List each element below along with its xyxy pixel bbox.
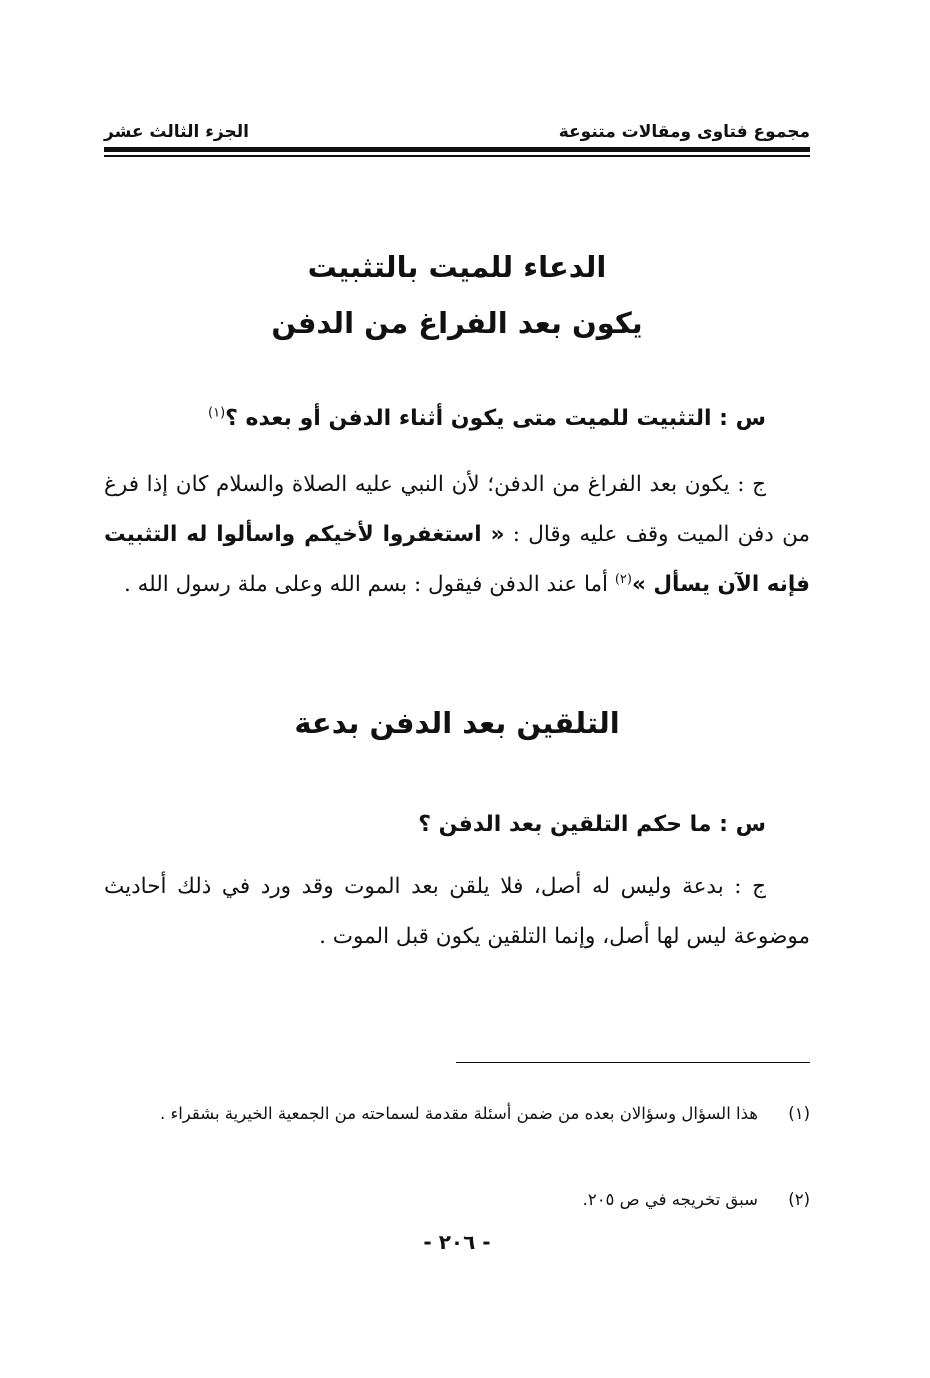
- footnote-1-text: هذا السؤال وسؤالان بعده من ضمن أسئلة مقدمة لسماحته من الجمعية الخيرية بشقراء .: [159, 1104, 758, 1123]
- section1-answer-part1: ج : يكون بعد الفراغ من الدفن؛ لأن النبي عليه الصلاة والسلام كان إذا فرغ من دفن الميت وقف عليه وقال :: [104, 472, 810, 547]
- header-book-title: مجموع فتاوى ومقالات متنوعة: [558, 122, 810, 142]
- section1-question: [104, 406, 810, 431]
- page-number: - ٢٠٦ -: [423, 1230, 491, 1254]
- footnote-separator: [456, 1062, 810, 1063]
- section2-question: س : ما حكم التلقين بعد الدفن ؟: [418, 812, 766, 837]
- section1-title-line2: يكون بعد الفراغ من الدفن: [271, 306, 643, 340]
- footnote-2: [104, 1180, 810, 1220]
- running-header: [104, 112, 810, 142]
- header-volume: الجزء الثالث عشر: [104, 122, 249, 142]
- footnote-1-number: (١): [788, 1104, 810, 1123]
- footnote-ref-1: (١): [208, 405, 226, 421]
- footnote-2-number: (٢): [788, 1190, 810, 1209]
- section1-answer-part2: أما عند الدفن فيقول : بسم الله وعلى ملة رسول الله .: [123, 572, 615, 597]
- section1-answer: [104, 460, 810, 610]
- section1-title-line1: الدعاء للميت بالتثبيت: [307, 250, 607, 284]
- header-rule-thin: [104, 155, 810, 157]
- section1-question-text: س : التثبيت للميت متى يكون أثناء الدفن أو بعده ؟: [225, 406, 766, 431]
- section1-hadith: « استغفروا لأخيكم واسألوا له التثبيت فإنه الآن يسأل »: [104, 522, 810, 597]
- section2-title: التلقين بعد الدفن بدعة: [294, 706, 620, 740]
- section2-answer: ج : بدعة وليس له أصل، فلا يلقن بعد الموت وقد ورد في ذلك أحاديث موضوعة ليس لها أصل، وإنما التلقين يكون قبل الموت .: [104, 874, 810, 949]
- header-rule-thick: [104, 147, 810, 152]
- footnote-1: [104, 1094, 810, 1134]
- footnote-2-text: سبق تخريجه في ص ٢٠٥.: [582, 1190, 758, 1209]
- footnote-ref-2: (٢): [614, 571, 632, 587]
